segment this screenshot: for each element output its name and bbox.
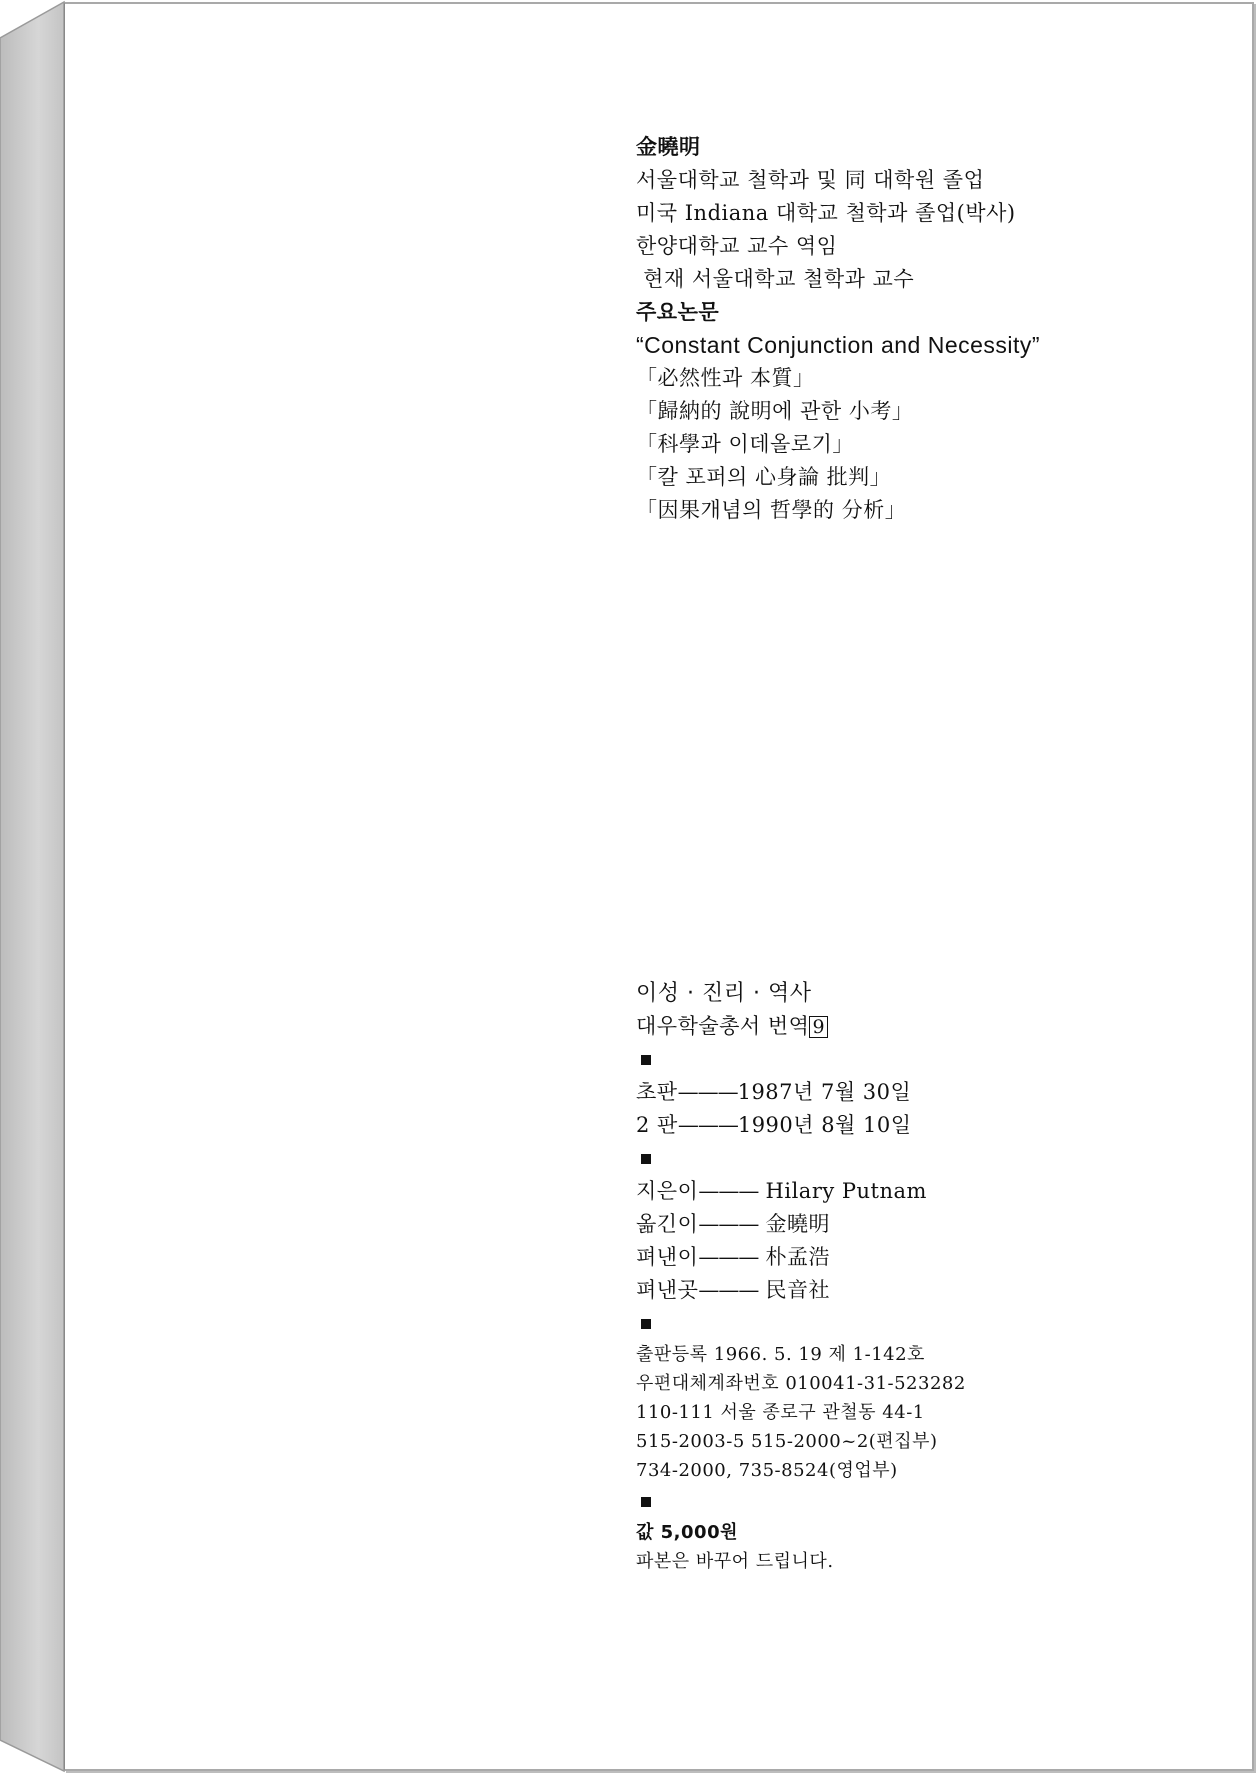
paper-1: 「必然性과 本質」 (636, 366, 815, 390)
credit-value: Hilary Putnam (765, 1179, 927, 1203)
credit-row (636, 1208, 966, 1241)
edition-label: 2 판 (636, 1113, 678, 1137)
credit-dash: ——— (698, 1245, 759, 1269)
author-career-4: 현재 서울대학교 철학과 교수 (636, 267, 915, 291)
publisher-info-line: 출판등록 1966. 5. 19 제 1-142호 (636, 1344, 925, 1365)
author-section (636, 131, 1040, 527)
book-title: 이성 · 진리 · 역사 (636, 981, 812, 1006)
edition-date: 1987년 7월 30일 (737, 1080, 912, 1104)
credit-label: 옮긴이 (636, 1212, 699, 1236)
colophon-section (636, 977, 966, 1576)
paper-4: 「칼 포퍼의 心身論 批判」 (636, 465, 892, 489)
author-career-2: 미국 Indiana 대학교 철학과 졸업(박사) (636, 201, 1016, 225)
paper-3: 「科學과 이데올로기」 (636, 432, 854, 456)
author-name: 金曉明 (636, 135, 701, 159)
credit-row (636, 1274, 966, 1307)
edition-row (636, 1109, 966, 1142)
series-line (636, 1010, 966, 1043)
publisher-info-line: 734-2000, 735-8524(영업부) (636, 1460, 898, 1481)
edition-date: 1990년 8월 10일 (737, 1113, 912, 1137)
credit-value: 民音社 (765, 1278, 831, 1302)
price: 값 5,000원 (636, 1522, 738, 1543)
edition-label: 초판 (636, 1080, 678, 1104)
series-number: 9 (809, 1016, 828, 1038)
credit-label: 펴낸이 (636, 1245, 699, 1269)
credit-dash: ——— (698, 1212, 759, 1236)
credit-row (636, 1175, 966, 1208)
edition-row (636, 1076, 966, 1109)
notice: 파본은 바꾸어 드립니다. (636, 1551, 834, 1572)
credit-value: 朴孟浩 (765, 1245, 831, 1269)
author-career-3: 한양대학교 교수 역임 (636, 234, 838, 258)
credit-dash: ——— (698, 1278, 759, 1302)
book-spine (0, 0, 66, 1773)
credit-label: 지은이 (636, 1179, 699, 1203)
author-career-1: 서울대학교 철학과 및 同 대학원 졸업 (636, 168, 985, 192)
paper-english: “Constant Conjunction and Necessity” (636, 332, 1041, 358)
paper-5: 「因果개념의 哲學的 分析」 (636, 498, 907, 522)
series-name: 대우학술총서 번역 (636, 1014, 810, 1038)
publisher-info-line: 515-2003-5 515-2000~2(편집부) (636, 1431, 938, 1452)
edition-dash: ——— (677, 1080, 738, 1104)
credit-row (636, 1241, 966, 1274)
edition-dash: ——— (677, 1113, 738, 1137)
papers-heading: 주요논문 (636, 300, 720, 324)
credit-value: 金曉明 (765, 1212, 831, 1236)
bullet-marker (641, 1319, 651, 1329)
publisher-info-line: 110-111 서울 종로구 관철동 44-1 (636, 1402, 925, 1423)
bullet-marker (641, 1055, 651, 1065)
publisher-info-line: 우편대체계좌번호 010041-31-523282 (636, 1373, 966, 1394)
paper-2: 「歸納的 說明에 관한 小考」 (636, 399, 914, 423)
credit-label: 펴낸곳 (636, 1278, 699, 1302)
credit-dash: ——— (698, 1179, 759, 1203)
bullet-marker (641, 1154, 651, 1164)
bullet-marker (641, 1497, 651, 1507)
